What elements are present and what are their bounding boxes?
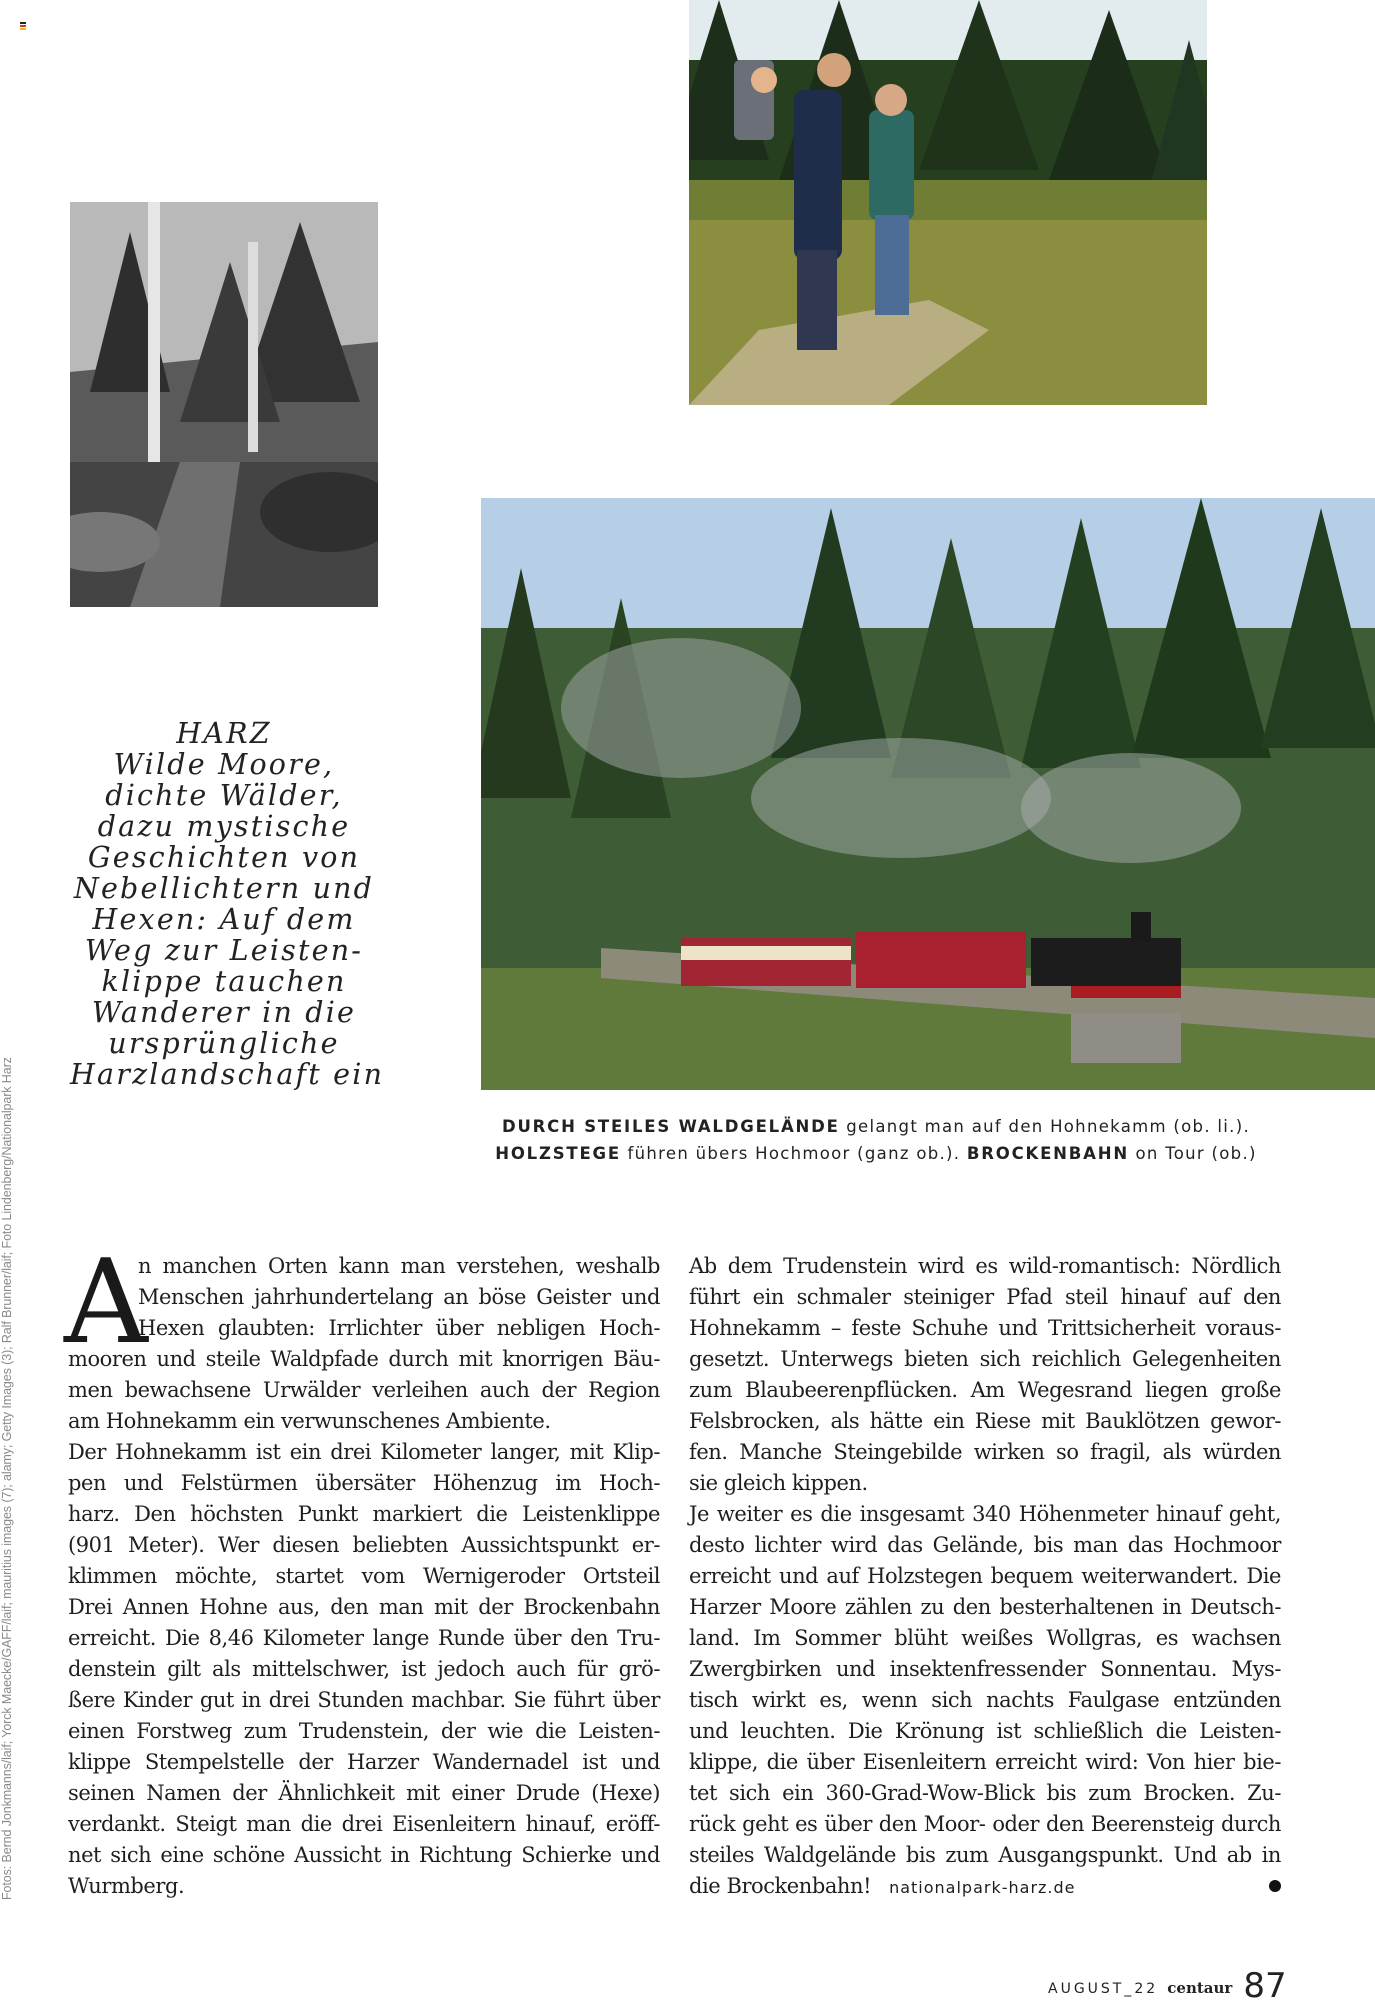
photo-caption xyxy=(481,1113,1271,1167)
body-line: Harzer Moore zählen zu den besterhaltenen in Deutsch- xyxy=(689,1595,1281,1619)
body-line: n manchen Orten kann man verstehen, weshalb xyxy=(138,1254,660,1278)
flag-icon xyxy=(20,22,26,30)
headline-line: Wilde Moore, xyxy=(113,748,335,781)
body-line: Menschen jahrhundertelang an böse Geister und xyxy=(138,1285,660,1309)
body-line: sie gleich kippen. xyxy=(689,1471,868,1495)
headline-line: Weg zur Leisten- xyxy=(84,934,364,967)
body-line: einen Forstweg zum Trudenstein, der wie die Leisten- xyxy=(68,1719,660,1743)
headline-line: ursprüngliche xyxy=(108,1027,340,1060)
body-line: tisch wirkt es, wenn sich nachts Faulgase entzünden xyxy=(689,1688,1281,1712)
body-line: ßere Kinder gut in drei Stunden machbar. Sie führt über xyxy=(68,1688,660,1712)
body-line: land. Im Sommer blüht weißes Wollgras, es wachsen xyxy=(689,1626,1281,1650)
body-line: klippe, die über Eisenleitern erreicht wird: Von hier bie- xyxy=(689,1750,1281,1774)
body-line: erreicht. Die 8,46 Kilometer lange Runde über den Tru- xyxy=(68,1626,660,1650)
body-line: Hexen glaubten: Irrlichter über nebligen Hoch- xyxy=(138,1316,660,1340)
caption-caps: DURCH STEILES WALDGELÄNDE xyxy=(501,1117,840,1136)
body-line: mooren und steile Waldpfade durch mit knorrigen Bäu- xyxy=(68,1347,660,1371)
body-line: harz. Den höchsten Punkt markiert die Leistenklippe xyxy=(68,1502,660,1526)
body-line: Zwergbirken und insektenfressender Sonnentau. Mys- xyxy=(689,1657,1281,1681)
caption-caps: HOLZSTEGE xyxy=(495,1144,621,1163)
brockenbahn-train-photo xyxy=(481,498,1375,1090)
headline-line: HARZ xyxy=(176,717,272,750)
body-line: (901 Meter). Wer diesen beliebten Aussichtspunkt er- xyxy=(68,1533,660,1557)
headline-line: Hexen: Auf dem xyxy=(92,903,356,936)
body-line: Felsbrocken, als hätte ein Riese mit Bauklötzen gewor- xyxy=(689,1409,1281,1433)
page-number: 87 xyxy=(1243,1966,1287,2006)
caption-text: gelangt man auf den Hohnekamm (ob. li.). xyxy=(839,1117,1251,1136)
body-line: Hohnekamm – feste Schuhe und Trittsicherheit voraus- xyxy=(689,1316,1281,1340)
body-line: Wurmberg. xyxy=(68,1874,185,1898)
drop-cap: A xyxy=(64,1235,148,1370)
headline-line: Wanderer in die xyxy=(91,996,357,1029)
headline-line: dichte Wälder, xyxy=(105,779,343,812)
body-line-final xyxy=(689,1871,1281,1902)
caption-line xyxy=(481,1140,1271,1167)
body-line: verdankt. Steigt man die drei Eisenleitern hinauf, eröff- xyxy=(68,1812,660,1836)
end-bullet-icon xyxy=(1269,1880,1281,1892)
website-link[interactable]: nationalpark-harz.de xyxy=(889,1878,1076,1897)
birch-forest-photo xyxy=(70,202,378,607)
body-line: klimmen möchte, startet vom Wernigeroder Ortsteil xyxy=(68,1564,660,1588)
photo-credit: Fotos: Bernd Jonkmanns/laif; Yorck Maecke/GAFF/laif; mauritius images (7); alamy; Getty Images (3); Ralf Brunner/laif; Foto Lindenberg/Nationalpark Harz xyxy=(0,1057,14,1900)
headline-line: klippe tauchen xyxy=(101,965,347,998)
body-line: klippe Stempelstelle der Harzer Wandernadel ist und xyxy=(68,1750,660,1774)
body-line: desto lichter wird das Gelände, bis man das Hochmoor xyxy=(689,1533,1281,1557)
caption-line xyxy=(481,1113,1271,1140)
body-line: tet sich ein 360-Grad-Wow-Blick bis zum Brocken. Zu- xyxy=(689,1781,1281,1805)
page-footer xyxy=(1048,1962,1287,2006)
caption-text: führen übers Hochmoor (ganz ob.). xyxy=(620,1144,967,1163)
body-line: zum Blaubeerenpflücken. Am Wegesrand liegen große xyxy=(689,1378,1281,1402)
issue-date: AUGUST_22 xyxy=(1048,1981,1159,1997)
caption-text: on Tour (ob.) xyxy=(1128,1144,1257,1163)
body-column-right xyxy=(689,1251,1281,1902)
body-line: steiles Waldgelände bis zum Ausgangspunkt. Und ab in xyxy=(689,1843,1281,1867)
body-line: pen und Felstürmen übersäter Höhenzug im Hoch- xyxy=(68,1471,660,1495)
body-line: Ab dem Trudenstein wird es wild-romantisch: Nördlich xyxy=(689,1254,1281,1278)
headline-line: Nebellichtern und xyxy=(73,872,375,905)
body-line: führt ein schmaler steiniger Pfad steil hinauf auf den xyxy=(689,1285,1281,1309)
caption-caps: BROCKENBAHN xyxy=(966,1144,1129,1163)
body-line: seinen Namen der Ähnlichkeit mit einer Drude (Hexe) xyxy=(68,1781,660,1805)
body-line: Drei Annen Hohne aus, den man mit der Brockenbahn xyxy=(68,1595,660,1619)
body-line: Je weiter es die insgesamt 340 Höhenmeter hinauf geht, xyxy=(689,1502,1281,1526)
headline-line: dazu mystische xyxy=(97,810,351,843)
body-line: denstein gilt als mittelschwer, ist jedoch auch für grö- xyxy=(68,1657,660,1681)
body-line: am Hohnekamm ein verwunschenes Ambiente. xyxy=(68,1409,551,1433)
body-line: fen. Manche Steingebilde wirken so fragil, als würden xyxy=(689,1440,1281,1464)
headline-line: Harzlandschaft ein xyxy=(70,1058,385,1091)
body-line: gesetzt. Unterwegs bieten sich reichlich Gelegenheiten xyxy=(689,1347,1281,1371)
body-line: net sich eine schöne Aussicht in Richtung Schierke und xyxy=(68,1843,660,1867)
body-line: rück geht es über den Moor- oder den Beerensteig durch xyxy=(689,1812,1281,1836)
body-line: und leuchten. Die Krönung ist schließlich die Leisten- xyxy=(689,1719,1281,1743)
headline-line: Geschichten von xyxy=(87,841,361,874)
magazine-brand: centaur xyxy=(1167,1979,1233,1997)
hikers-moor-photo xyxy=(689,0,1207,405)
body-final-text: die Brockenbahn! xyxy=(689,1874,872,1898)
body-line: erreicht und auf Holzstegen bequem weiterwandert. Die xyxy=(689,1564,1281,1588)
body-line: Der Hohnekamm ist ein drei Kilometer langer, mit Klip- xyxy=(68,1440,660,1464)
body-line: men bewachsene Urwälder verleihen auch der Region xyxy=(68,1378,660,1402)
body-column-left xyxy=(64,1235,660,1902)
article-headline xyxy=(70,717,385,1091)
